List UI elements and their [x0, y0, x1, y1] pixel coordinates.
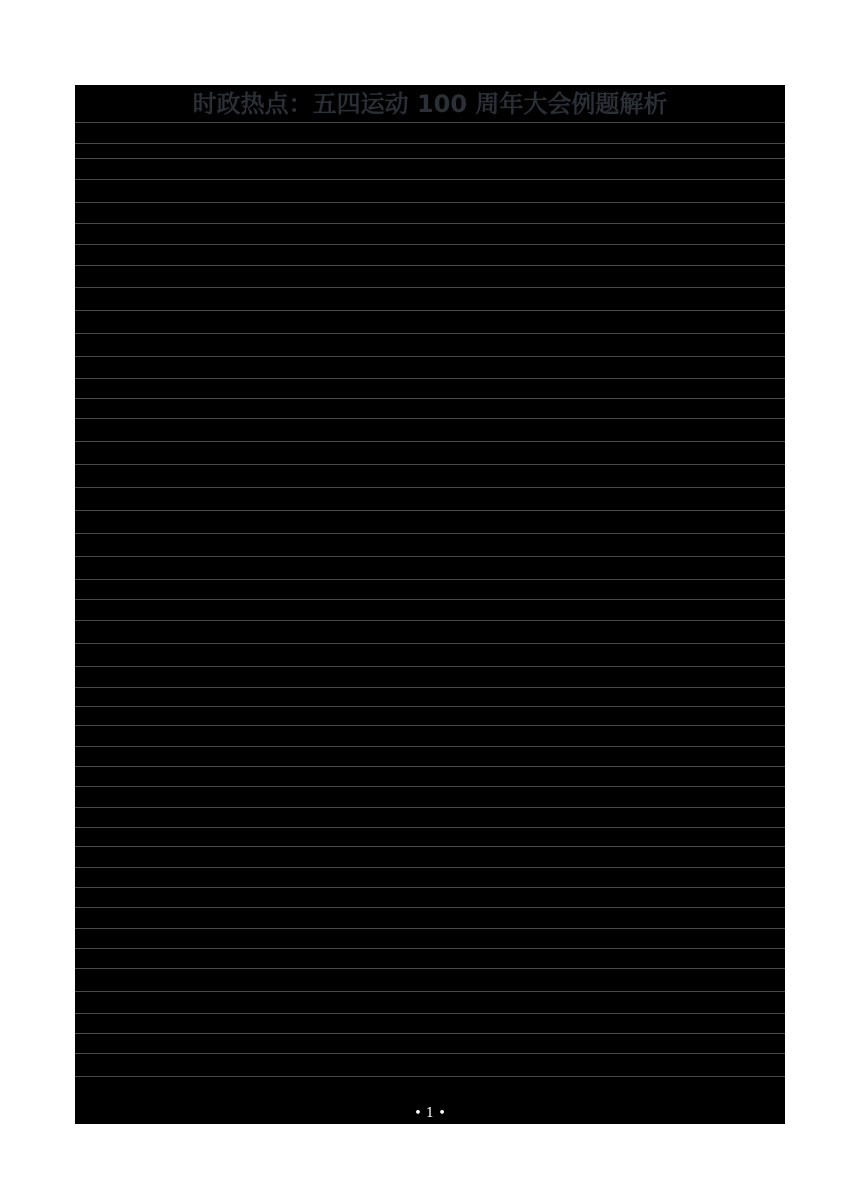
blank-line	[75, 726, 785, 747]
blank-line	[75, 667, 785, 688]
statement-1: ①立足中国特色社会主义的伟大实践	[75, 421, 785, 442]
choices-line: A.①②③ B.②③④	[75, 513, 785, 534]
blank-line	[75, 686, 785, 707]
blank-line	[75, 928, 785, 949]
statement-4: ④注入以改革创新为核心的时代精神	[75, 490, 785, 511]
page-number: • 1 •	[75, 1104, 785, 1124]
statement-1: ①青年学生可以充分发挥主观能动性突破规律的制约去追求理想的个人生活	[75, 705, 785, 726]
page-title: 时政热点：五四运动 100 周年大会例题解析	[192, 90, 668, 118]
option-c: C. 在当代中国，爱国主义的主题是发展中国特色社会主义，拥护祖国统一	[75, 313, 785, 334]
blank-line	[75, 559, 785, 580]
blank-line	[75, 908, 785, 929]
question-4-stem-line: 扬五四精神留下历史记忆。对此，下列解释正确的是（ ）	[75, 1056, 785, 1077]
document-page	[75, 85, 785, 1104]
question-3-stem-line: 强、民主、文明、和谐、美丽的中国梦的实现。材料说明（ ）	[75, 646, 785, 667]
blank-line	[75, 358, 785, 379]
question-4-stem: 4. 习近平总书记强调，要加强对五四运动史料和文物收集、整理、保护，为后人继承和发	[75, 1033, 785, 1054]
question-number: 1.	[75, 246, 91, 264]
title-band	[75, 85, 785, 123]
question-3-stem-line: 的五四精神是中国青年学生探求人生道路上的宝贵精神财富和力量源泉，也助力着今天富	[75, 623, 785, 644]
question-3-stem: 3.“五四运动”是一场由青年学生发起的反帝、反封建的爱国运动。爱国、进步、民主、科学	[75, 600, 785, 621]
intro-line: 2019 年是“五四运动”100 周年。五四精神是五四运动创造的宝贵精神财富，内涵是爱国、	[75, 159, 785, 180]
intro-line: 进步、民主、科学，核心是爱国主义。据此回答 1～3 题。	[75, 182, 785, 203]
option-d: D. 不同的时代，爱国主义的具体内涵是不同的	[75, 336, 785, 357]
blank-line	[75, 123, 785, 144]
blank-line	[75, 579, 785, 600]
question-number: 2.	[75, 399, 91, 417]
blank-line	[75, 144, 785, 159]
statement-3: ③坚持文化多元并行，面向世界博采众长	[75, 467, 785, 488]
blank-line	[75, 1013, 785, 1034]
question-number: 3.	[75, 601, 91, 619]
choices-line: C.②④ D.③④	[75, 971, 785, 992]
blank-line	[75, 993, 785, 1014]
blank-line	[75, 378, 785, 399]
statement-1: ①五四运动史料和文物是五四运动的重要见证	[75, 1079, 785, 1104]
question-number: 4.	[75, 1034, 91, 1052]
blank-line	[75, 847, 785, 868]
statement-2: ②继承和发扬中华民族的优良传统	[75, 444, 785, 465]
statement-2: ②意识活动具有直接现实性，五四精神能指引中国青年学生实现人生的梦想	[75, 766, 785, 787]
blank-line	[75, 787, 785, 808]
choices-line: C.①②④ D.①③④	[75, 536, 785, 557]
blank-line	[75, 746, 785, 767]
blank-line	[75, 807, 785, 828]
question-1-stem: 1. 下列对爱国主义的认识错误的是（ ）	[75, 245, 785, 266]
question-2-stem: 2. 五四精神是中华民族精神的突出表现，弘扬中华民族精神，这就要求我们做到（ ）	[75, 398, 785, 419]
choices-line: A.①② B.①③	[75, 948, 785, 969]
blank-line	[75, 224, 785, 245]
option-b: B. 爱国主义是动员和鼓舞中国人民团结奋斗的一面旗帜	[75, 290, 785, 311]
statement-3: ③认识对实践具有反作用，五四精神的弘扬对中国梦的实现有着重要的作用	[75, 826, 785, 847]
option-a: A. 爱国主义是抽象的，是对自己的祖国的一种感觉	[75, 267, 785, 288]
blank-line	[75, 203, 785, 224]
statement-4: ④实践活动具有能动性，五四运动是爱国人士有目的、有意识的爱国行为	[75, 887, 785, 908]
blank-line	[75, 867, 785, 888]
